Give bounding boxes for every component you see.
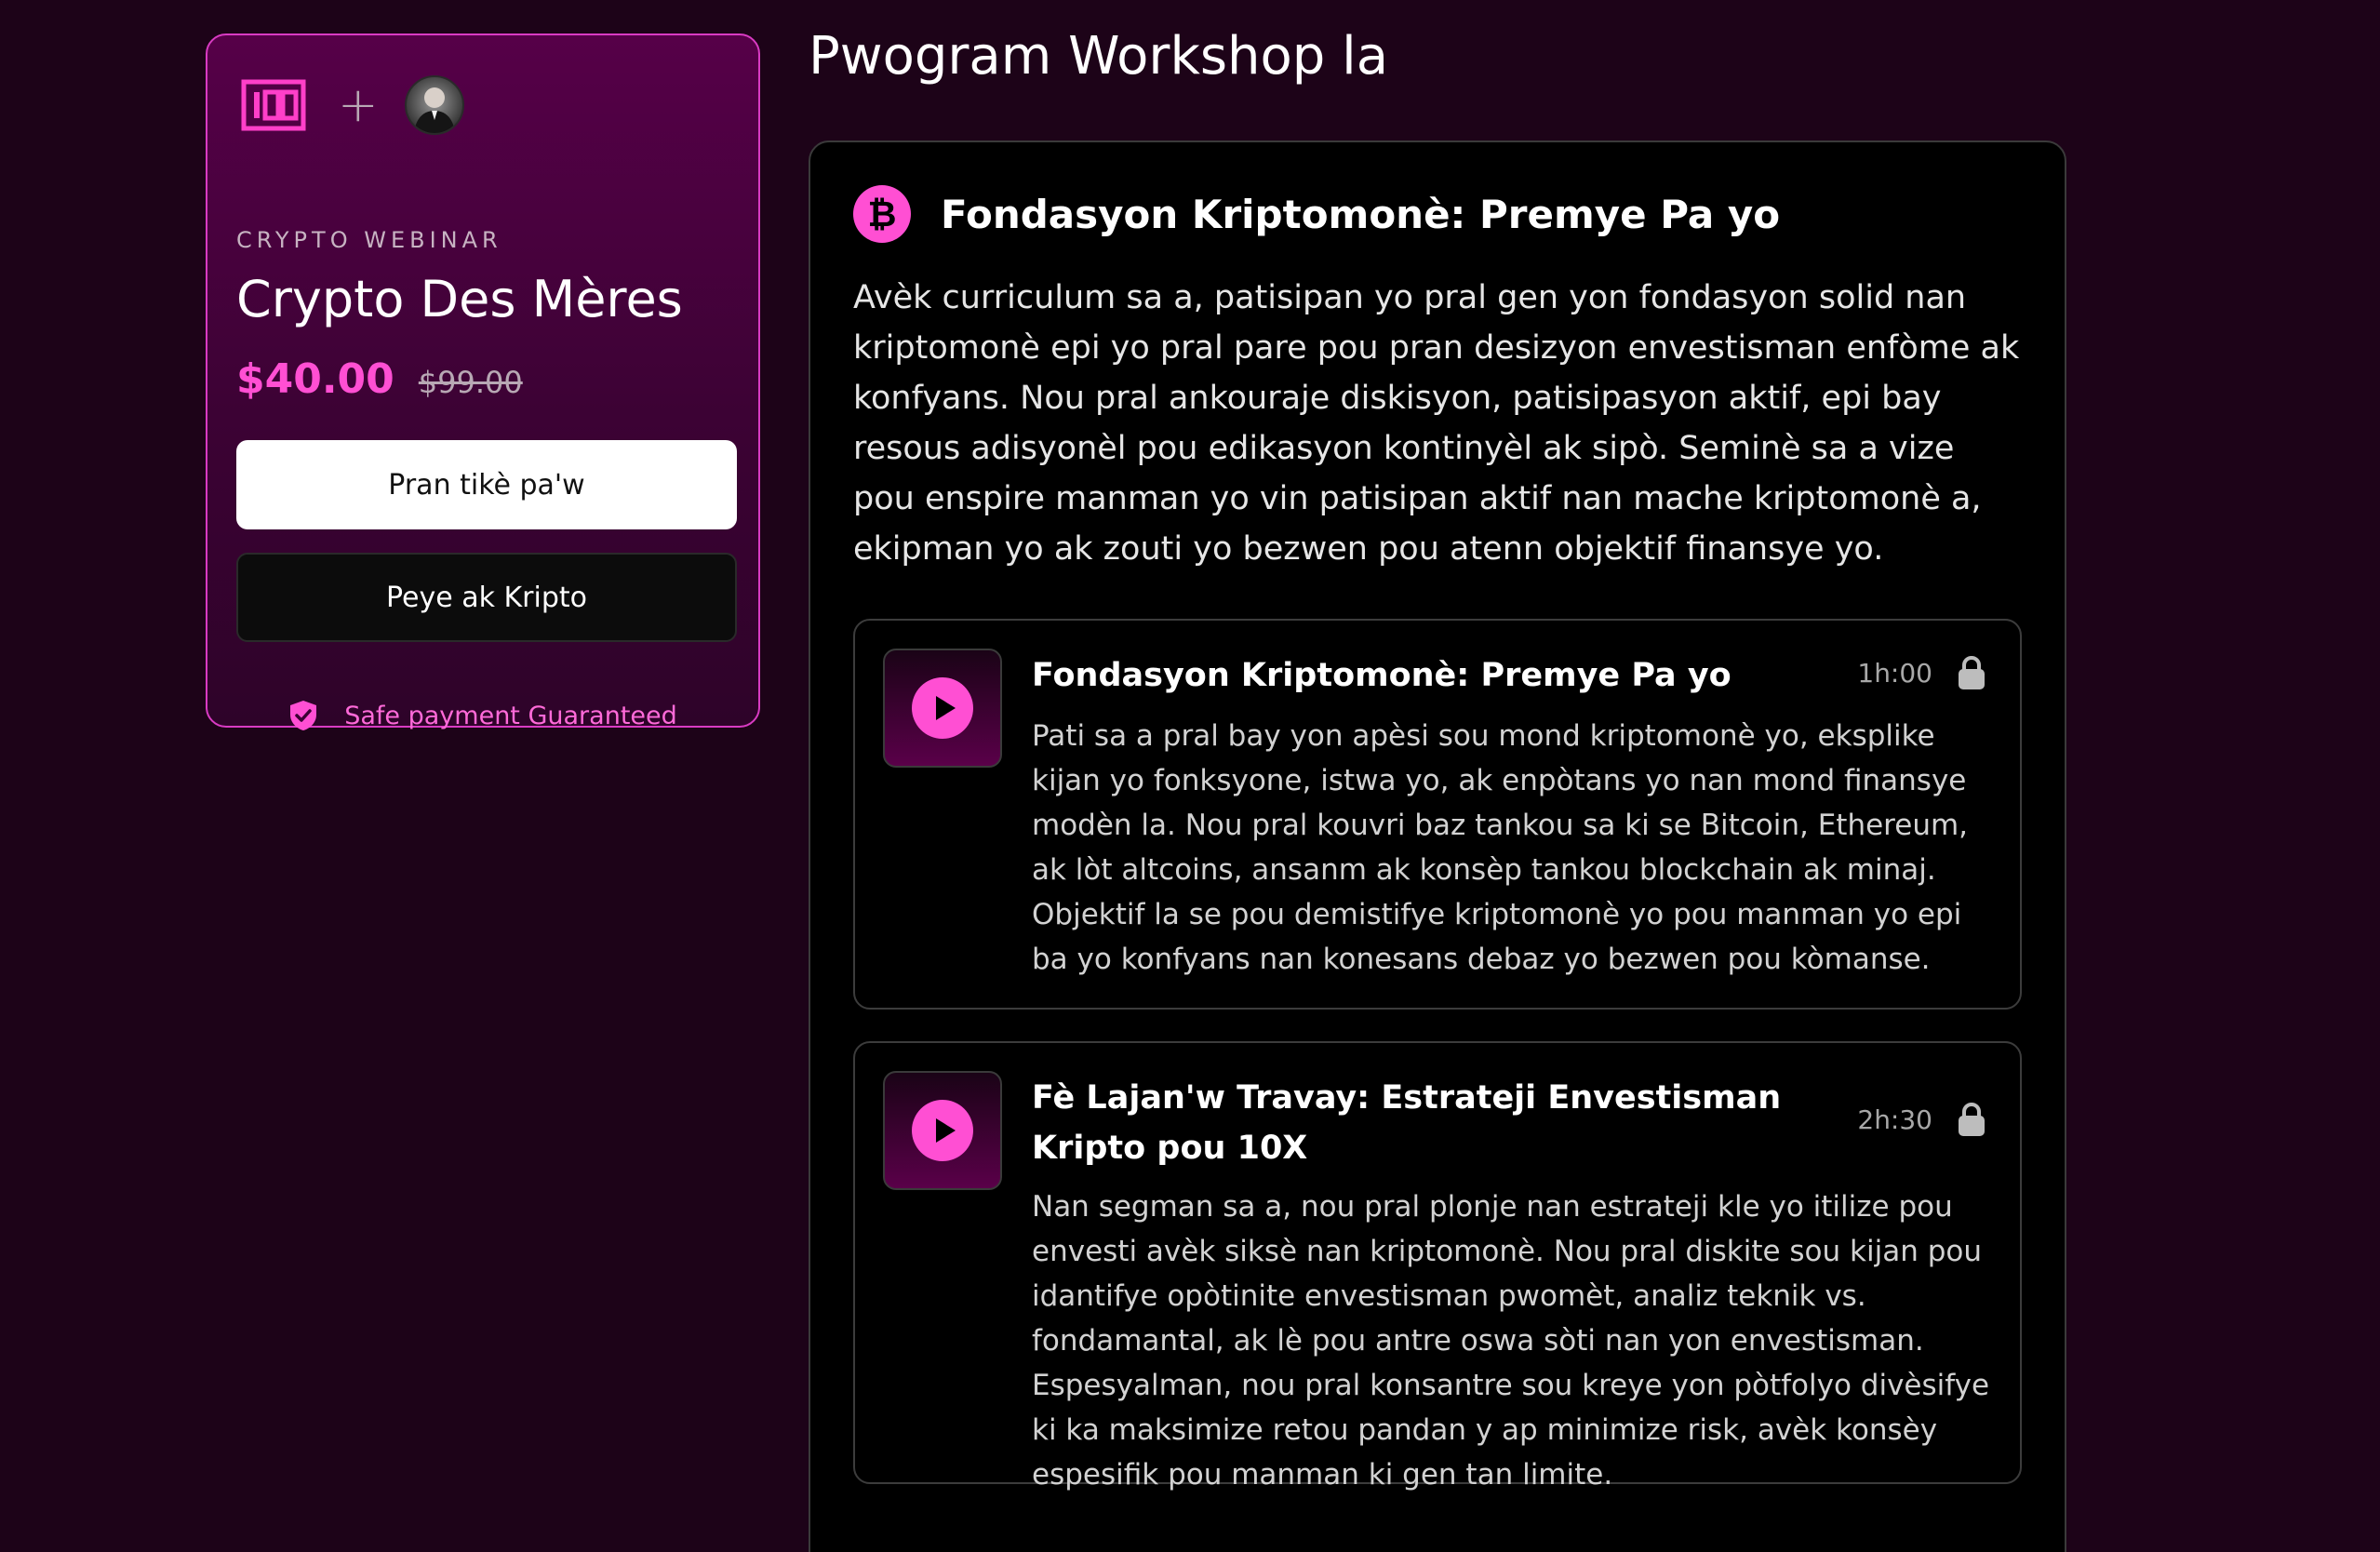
product-eyebrow: CRYPTO WEBINAR <box>236 227 502 253</box>
lesson-duration: 1h:00 <box>1857 658 1932 689</box>
workshop-panel <box>809 140 2066 1552</box>
logo-100-icon <box>241 79 306 131</box>
product-card <box>206 33 760 728</box>
lesson-description: Pati sa a pral bay yon apèsi sou mond kriptomonè yo, eksplike kijan yo fonksyone, istwa yo, ak enpòtans yo nan mond finansye modèn la. Nou pral kouvri baz tankou sa ki se Bitcoin, Ethereum, ak lòt altcoins, ansanm ak konsèp tankou blockchain ak minaj. Objektif la se pou demistifye kriptomonè yo pou manman yo epi ba yo konfyans nan konesans debaz yo bezwen pou kòmanse. <box>1032 719 1969 976</box>
lock-icon <box>1957 1103 1986 1136</box>
pay-with-crypto-button[interactable]: Peye ak Kripto <box>236 553 737 642</box>
section-header <box>853 185 1780 243</box>
price-row <box>236 355 523 403</box>
product-title: Crypto Des Mères <box>236 270 683 328</box>
lesson-title: Fondasyon Kriptomonè: Premye Pa yo <box>1032 657 1732 694</box>
lesson-card[interactable] <box>853 1041 2022 1492</box>
lesson-thumbnail[interactable] <box>883 649 1002 768</box>
workshop-title: Pwogram Workshop la <box>809 26 1389 87</box>
section-description: Avèk curriculum sa a, patisipan yo pral gen yon fondasyon solid nan kriptomonè epi yo pral pare pou pran desizyon envestisman enfòme ak konfyans. Nou pral ankouraje diskisyon, patisipasyon aktif, epi bay resous adisyonèl pou edikasyon kontinyèl ak sipò. Seminè sa a vize pou enspire manman yo vin patisipan aktif nan mache kriptomonè a, ekipman yo ak zouti yo bezwen pou atenn objektif finansye yo. <box>853 279 2020 568</box>
safe-payment-note <box>207 700 758 731</box>
shield-check-icon <box>288 700 318 731</box>
lesson-thumbnail[interactable] <box>883 1071 1002 1190</box>
lesson-card[interactable] <box>853 619 2022 1010</box>
brand-logos <box>241 74 464 136</box>
safe-payment-text: Safe payment Guaranteed <box>344 701 677 730</box>
buy-ticket-button[interactable]: Pran tikè pa'w <box>236 440 737 529</box>
avatar <box>405 75 464 135</box>
lesson-description: Nan segman sa a, nou pral plonje nan estrateji kle yo itilize pou envesti avèk siksè nan kriptomonè. Nou pral diskite sou kijan pou idantifye opòtinite envestisman pwomèt, analiz teknik vs. fondamantal, ak lè pou antre oswa sòti nan yon envestisman. Espesyalman, nou pral konsantre sou kreye yon pòtfolyo divèsifye ki ka maksimize retou pandan y ap minimize risk, avèk konsèy espesifik pou manman ki gen tan limite. <box>1032 1190 1990 1492</box>
section-title: Fondasyon Kriptomonè: Premye Pa yo <box>941 191 1781 237</box>
play-icon[interactable] <box>912 677 973 739</box>
current-price: $40.00 <box>236 355 394 403</box>
bitcoin-icon <box>853 185 911 243</box>
lesson-duration: 2h:30 <box>1857 1104 1932 1135</box>
svg-text:₿: ₿ <box>867 194 897 234</box>
lock-icon <box>1957 656 1986 689</box>
lesson-title: Fè Lajan'w Travay: Estrateji Envestisman Kripto pou 10X <box>1032 1079 1782 1167</box>
play-icon[interactable] <box>912 1100 973 1161</box>
original-price: $99.00 <box>418 365 523 400</box>
plus-icon: + <box>338 77 379 133</box>
